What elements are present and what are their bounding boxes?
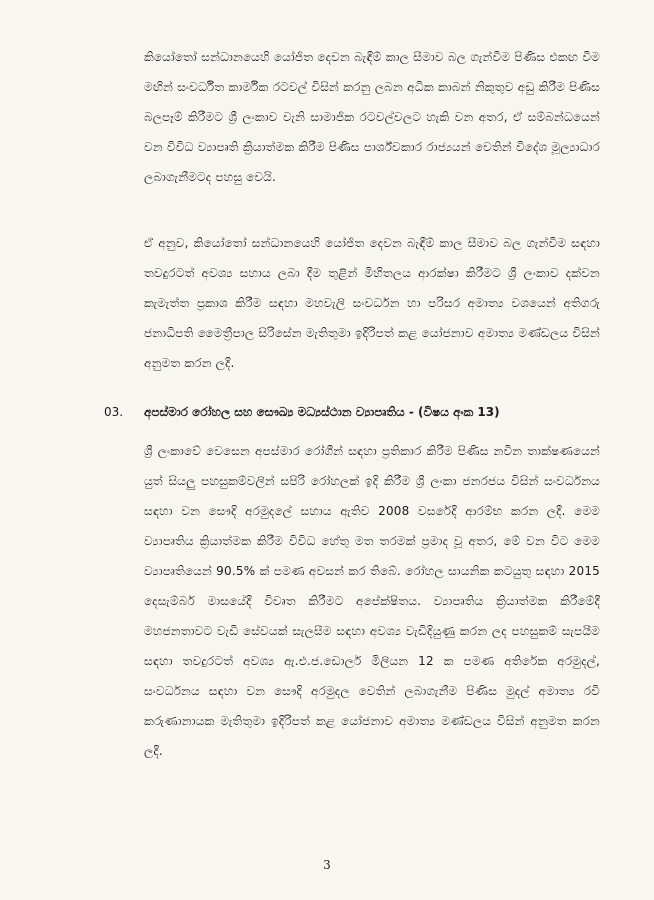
page-number: 3	[323, 858, 331, 872]
paragraph-kyoto-approval: ඒ අනුව, කියෝතෝ සන්ධානයෙහි යෝජිත දෙවන බැඳීම් කාල සීමාව බල ගැන්වීම සඳහා තවදුරටත් අවශ්‍ය සහාය ලබා දීම තුළින් මිහිතලය ආරක්ෂා කිරීමට ශ්‍රී ලංකාව දක්වන කැමැත්ත ප්‍රකාශ කිරීම සඳහා මහවැලි සංවර්ධන හා පරිසර අමාත්‍ය වශයෙන් අතිගරු ජනාධිපති මෛත්‍රීපාල සිරිසේන මැතිතුමා ඉදිරිපත් කළ යෝජනාව අමාත්‍ය මණ්ඩලය විසින් අනුමත කරන ලදී.	[144, 236, 600, 370]
section-number: 03.	[104, 405, 124, 419]
paragraph-epilepsy-hospital: ශ්‍රී ලංකාවේ වෙසෙන අපස්මාර රෝගීන් සඳහා ප්‍රතිකාර කිරීම පිණිස නවීන තාක්ෂණයෙන් යුත් සියලු පහසුකම්වලින් සපිරි රෝහලක් ඉදි කිරීම ශ්‍රී ලංකා ජනරජය විසින් සංවර්ධනය සඳහා වන සෞදි අරමුදලේ සහාය ඇතිව 2008 වසරේදී ආරම්භ කරන ලදී. මෙම ව්‍යාපෘතිය ක්‍රියාත්මක කිරීම විවිධ හේතු මත තරමක් ප්‍රමාද වූ අතර, මේ වන විට මෙම ව්‍යාපෘතියෙන් 90.5% ක් පමණ අවසන් කර තිබේ. රෝහල සායනික කටයුතු සඳහා 2015 දෙසැම්බර් මාසයේදී විවෘත කිරීමට අපේක්ෂිතය. ව්‍යාපෘතිය ක්‍රියාත්මක කිරීමේදී මහජනතාවට වැඩි සේවයක් සැලසීම සඳහා අවශ්‍ය වැඩිදියුණු කරන ලද පහසුකම් සැපයීම සඳහා තවදුරටත් අවශ්‍ය ඇ.එ.ජ.ඩොලර් මිලියන 12 ක පමණ අතිරේක අරමුදල්, සංවර්ධනය සඳහා වන සෞදි අරමුදල වෙතින් ලබාගැනීම පිණිස මුදල් අමාත්‍ය රවි කරුණානායක මැතිතුමා ඉදිරිපත් කළ යෝජනාව අමාත්‍ය මණ්ඩලය විසින් අනුමත කරන ලදී.	[144, 444, 600, 758]
section-heading: අපස්මාර රෝහල සහ සෞඛ්‍ය මධ්‍යස්ථාන ව්‍යාපෘතිය - (විෂය අංක 13)	[144, 405, 500, 419]
paragraph-kyoto-commitment: කියෝතෝ සන්ධානයෙහි යෝජිත දෙවන බැඳීම් කාල සීමාව බල ගැන්වීම පිණිස එකඟ වීම මඟින් සංවර්ධිත කාර්මික රටවල් විසින් කරනු ලබන අධික කාබන් නිකුතුව අඩු කිරීම පිණිස බලපෑම් කිරීමට ශ්‍රී ලංකාව වැනි සාමාජික රටවල්වලට හැකි වන අතර, ඒ සම්බන්ධයෙන් වන විවිධ ව්‍යාපෘති ක්‍රියාත්මක කිරීම පිණිස පාර්ශ්වකාර රාජ්‍යයන් වෙතින් විදේශ මූල්‍යාධාර ලබාගැනීමටද පහසු වෙයි.	[144, 50, 600, 184]
